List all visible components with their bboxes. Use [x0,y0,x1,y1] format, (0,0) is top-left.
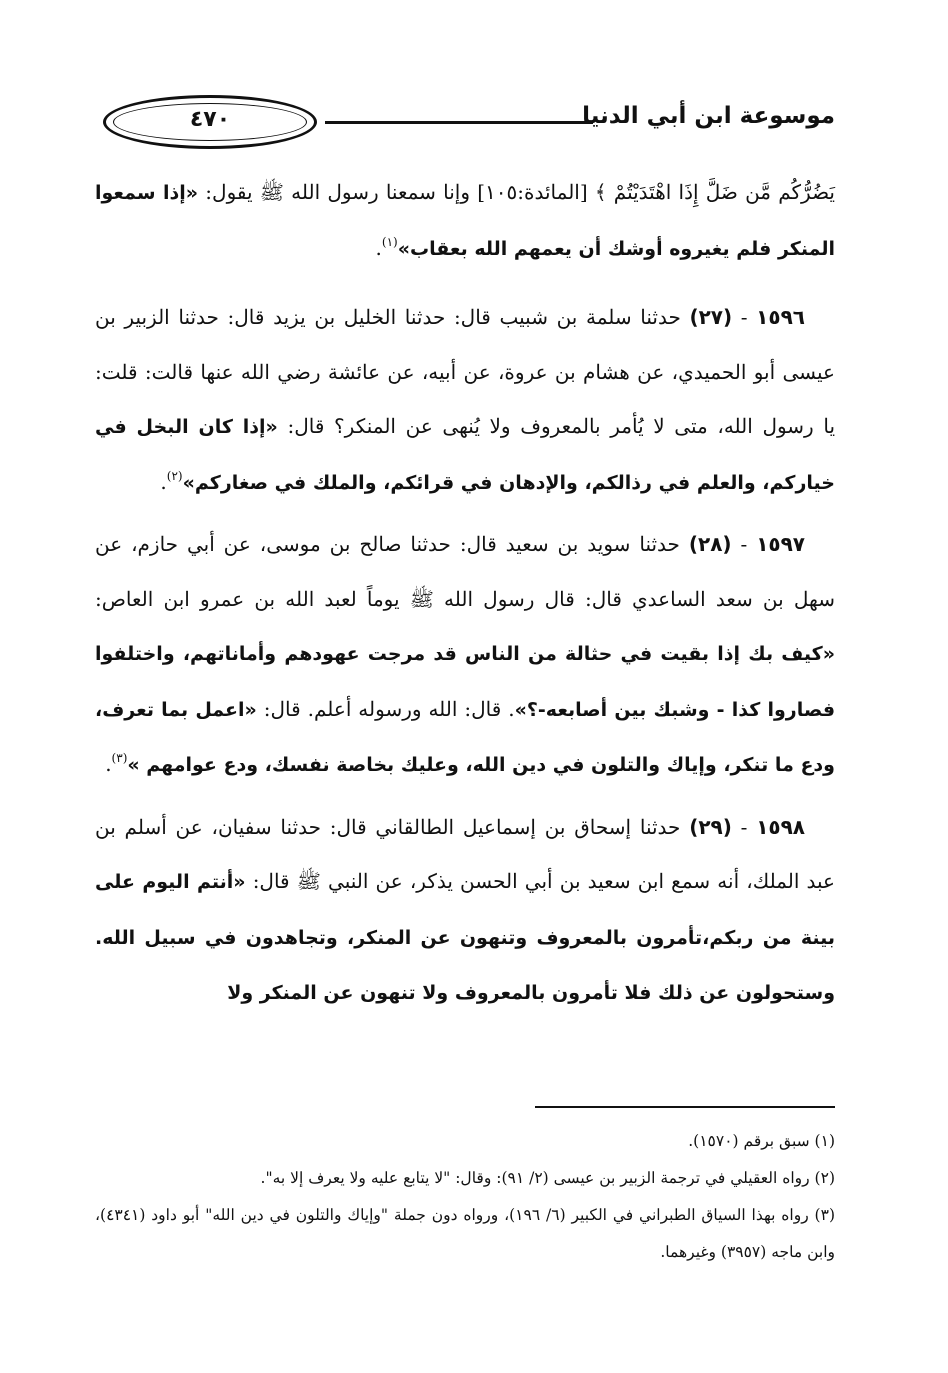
page-number: ٤٧٠ [189,107,231,132]
entry-sub-number: (٢٩) [689,814,732,839]
page-header [95,95,835,155]
entry-number: ١٥٩٦ [756,305,805,329]
entry-number: ١٥٩٧ [756,532,806,556]
footnote-1: (١) سبق برقم (١٥٧٠). [688,1132,835,1150]
entry-number: ١٥٩٨ [756,814,806,839]
entry-text: حدثنا سلمة بن شبيب قال: حدثنا الخليل بن يزيد قال: حدثنا الزبير بن عيسى أبو الحميدي، عن هشام بن عروة، عن أبيه، عن عائشة رضي الله عنها قالت: قلت: يا رسول الله، متى لا يُأمر بالمعروف ولا يُنهى عن المنكر؟ قال: [95,305,836,438]
book-page [95,95,835,1295]
footnote-separator [535,1106,835,1108]
quran-reference: [المائدة:١٠٥] [477,180,588,204]
intro-hadith: «إذا سمعوا المنكر فلم يغيروه أوشك أن يعمهم الله بعقاب» [95,182,835,260]
header-rule [325,121,593,124]
entry-hadith: «أنتم اليوم على بينة من ربكم،تأمرون بالمعروف وتنهون عن المنكر، وتجاهدون في سبيل الله. وستحولون عن ذلك فلا تأمرون بالمعروف ولا تنهون عن المنكر ولا [95,871,835,1004]
quran-verse: يَضُرُّكُم مَّن ضَلَّ إِذَا اهْتَدَيْتُمْ ﴾ [594,180,835,204]
footnote-marker: (٣) [111,751,128,765]
book-title: موسوعة ابن أبي الدنيا [582,103,835,129]
footnote-2: (٢) رواه العقيلي في ترجمة الزبير بن عيسى (٢/ ٩١): وقال: "لا يتابع عليه ولا يعرف إلا به". [260,1169,835,1187]
main-text [95,165,835,1028]
entry-hadith: «إذا كان البخل في خياركم، والعلم في رذالكم، والإدهان في قرائكم، والملك في صغاركم» [95,416,835,494]
intro-paragraph: يَضُرُّكُم مَّن ضَلَّ إِذَا اهْتَدَيْتُمْ ﴾ [المائدة:١٠٥] وإنا سمعنا رسول الله ﷺ يقول: «إذا سمعوا المنكر فلم يغيروه أوشك أن يعمهم الله بعقاب»$^{(١)}$. [95,180,835,260]
footnote-3: (٣) رواه بهذا السياق الطبراني في الكبير (٦/ ١٩٦)، ورواه دون جملة "وإياك والتلون في دين الله" أبو داود (٤٣٤١)، وابن ماجه (٣٩٥٧) وغيرهما. [95,1206,835,1261]
entry-text: حدثنا إسحاق بن إسماعيل الطالقاني قال: حدثنا سفيان، عن أسلم بن عبد الملك، أنه سمع ابن سعيد بن أبي الحسن يذكر، عن النبي ﷺ قال: [95,814,835,893]
page-number-badge [103,95,317,149]
entry-sub-number: (٢٧) [689,305,733,329]
intro-text: وإنا سمعنا رسول الله ﷺ يقول: [205,180,470,204]
entry-hadith-2: «اعمل بما تعرف، ودع ما تنكر، وإياك والتلون في دين الله، وعليك بخاصة نفسك، ودع عوامهم » [95,698,835,776]
entry-1598: ١٥٩٨ - (٢٩) حدثنا إسحاق بن إسماعيل الطالقاني قال: حدثنا سفيان، عن أسلم بن عبد الملك، أنه سمع ابن سعيد بن أبي الحسن يذكر، عن النبي ﷺ قال: «أنتم اليوم على بينة من ربكم،تأمرون بالمعروف وتنهون عن المنكر، وتجاهدون في سبيل الله. وستحولون عن ذلك فلا تأمرون بالمعروف ولا تنهون عن المنكر ولا [95,814,835,1004]
entry-1596: ١٥٩٦ - (٢٧) حدثنا سلمة بن شبيب قال: حدثنا الخليل بن يزيد قال: حدثنا الزبير بن عيسى أبو الحميدي، عن هشام بن عروة، عن أبيه، عن عائشة رضي الله عنها قالت: قلت: يا رسول الله، متى لا يُأمر بالمعروف ولا يُنهى عن المنكر؟ قال: «إذا كان البخل في خياركم، والعلم في رذالكم، والإدهان في قرائكم، والملك في صغاركم»$^{(٢)}$. [95,305,836,494]
entry-1597: ١٥٩٧ - (٢٨) حدثنا سويد بن سعيد قال: حدثنا صالح بن موسى، عن أبي حازم، عن سهل بن سعد الساعدي قال: قال رسول الله ﷺ يوماً لعبد الله بن عمرو ابن العاص: «كيف بك إذا بقيت في حثالة من الناس قد مرجت عهودهم وأماناتهم، واختلفوا فصاروا كذا - وشبك بين أصابعه-؟». قال: الله ورسوله أعلم. قال: «اعمل بما تعرف، ودع ما تنكر، وإياك والتلون في دين الله، وعليك بخاصة نفسك، ودع عوامهم »$^{(٣)}$. [95,532,836,776]
entry-hadith: «كيف بك إذا بقيت في حثالة من الناس قد مرجت عهودهم وأماناتهم، واختلفوا فصاروا كذا - وشبك بين أصابعه-؟» [95,643,836,721]
footnote-marker: (٢) [166,468,183,483]
entry-text-after: قال: الله ورسوله أعلم. قال: [263,696,502,721]
entry-text: حدثنا سويد بن سعيد قال: حدثنا صالح بن موسى، عن أبي حازم، عن سهل بن سعد الساعدي قال: قال رسول الله ﷺ يوماً لعبد الله بن عمرو ابن العاص: [95,532,835,611]
footnote-marker: (١) [381,234,398,249]
entry-sub-number: (٢٨) [688,532,732,556]
footnotes [95,1123,835,1271]
